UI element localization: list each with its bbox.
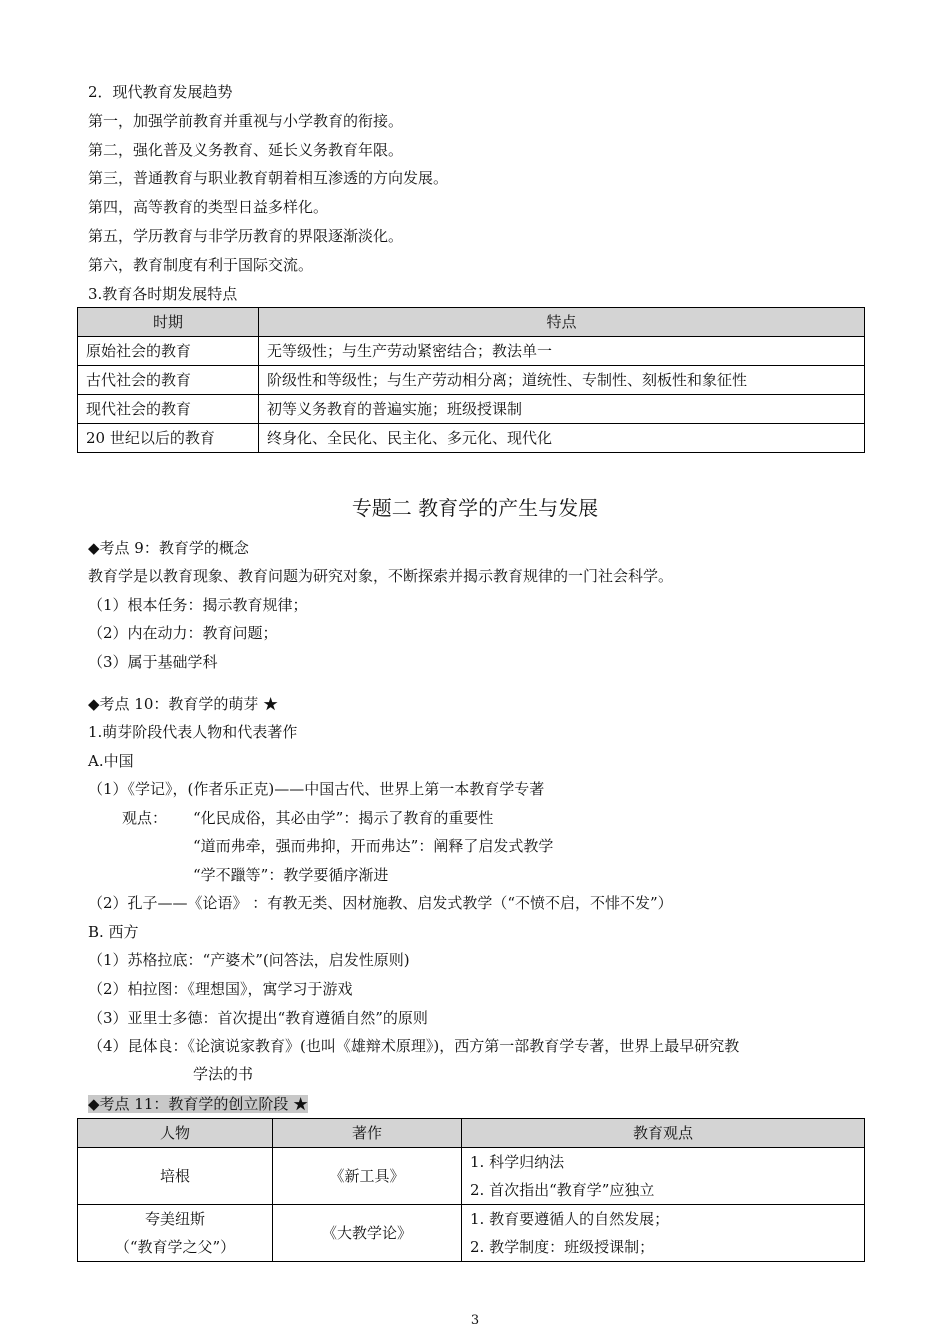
trends-heading: 2．现代教育发展趋势 xyxy=(88,83,233,101)
person-name: 夸美纽斯 xyxy=(144,1210,205,1228)
view-point: 2. 首次指出“教育学”应独立 xyxy=(470,1181,655,1199)
trend-item: 第五，学历教育与非学历教育的界限逐渐淡化。 xyxy=(88,227,404,245)
kp9-item: （1）根本任务：揭示教育规律； xyxy=(88,596,308,614)
view-point: 1. 科学归纳法 xyxy=(470,1153,565,1171)
feature-cell: 初等义务教育的普遍实施；班级授课制 xyxy=(259,395,865,424)
column-header: 教育观点 xyxy=(462,1119,865,1148)
kp10-subheading: 1.萌芽阶段代表人物和代表著作 xyxy=(88,723,298,741)
trend-item: 第四，高等教育的类型日益多样化。 xyxy=(88,198,329,216)
kp11-heading xyxy=(88,1094,308,1114)
table-header-row xyxy=(78,308,865,337)
view-point: 1. 教育要遵循人的自然发展； xyxy=(470,1210,670,1228)
kp9-definition: 教育学是以教育现象、教育问题为研究对象，不断探索并揭示教育规律的一门社会科学。 xyxy=(88,567,674,585)
table-row xyxy=(78,1205,865,1262)
west-item: （3）亚里士多德：首次提出“教育遵循自然”的原则 xyxy=(88,1009,428,1027)
kp9-heading: ◆考点 9：教育学的概念 xyxy=(88,539,249,557)
table-row xyxy=(78,337,865,366)
trend-item: 第六，教育制度有利于国际交流。 xyxy=(88,256,314,274)
period-cell: 古代社会的教育 xyxy=(78,366,259,395)
person-cell xyxy=(78,1205,273,1262)
west-item: （1）苏格拉底：“产婆术”(问答法，启发性原则) xyxy=(88,951,410,969)
table-row xyxy=(78,395,865,424)
west-item: （2）柏拉图：《理想国》，寓学习于游戏 xyxy=(88,980,353,998)
view-item: “道而弗牵，强而弗抑，开而弗达”：阐释了启发式教学 xyxy=(193,837,554,855)
kp9-item: （3）属于基础学科 xyxy=(88,653,218,671)
views-label: 观点： xyxy=(122,809,168,827)
period-cell: 现代社会的教育 xyxy=(78,395,259,424)
founding-stage-table xyxy=(77,1118,865,1262)
views-cell xyxy=(462,1148,865,1205)
west-item: （4）昆体良：《论演说家教育》(也叫《雄辩术原理》)，西方第一部教育学专著，世界上最早研究教 xyxy=(88,1037,740,1055)
feature-cell: 终身化、全民化、民主化、多元化、现代化 xyxy=(259,424,865,453)
view-item: “化民成俗，其必由学”：揭示了教育的重要性 xyxy=(193,809,494,827)
west-label: B. 西方 xyxy=(88,923,139,941)
column-header: 著作 xyxy=(273,1119,462,1148)
work-cell: 《大教学论》 xyxy=(273,1205,462,1262)
table-row xyxy=(78,1148,865,1205)
west-item-continued: 学法的书 xyxy=(193,1065,254,1083)
feature-cell: 无等级性；与生产劳动紧密结合；教法单一 xyxy=(259,337,865,366)
view-item: “学不躐等”：教学要循序渐进 xyxy=(193,866,389,884)
person-title: （“教育学之父”） xyxy=(114,1238,236,1256)
column-header: 人物 xyxy=(78,1119,273,1148)
period-cell: 20 世纪以后的教育 xyxy=(78,424,259,453)
column-header: 时期 xyxy=(78,308,259,337)
table-row xyxy=(78,366,865,395)
column-header: 特点 xyxy=(259,308,865,337)
feature-cell: 阶级性和等级性；与生产劳动相分离；道统性、专制性、刻板性和象征性 xyxy=(259,366,865,395)
person-cell: 培根 xyxy=(78,1148,273,1205)
kp11-heading-text: ◆考点 11：教育学的创立阶段 ★ xyxy=(88,1095,309,1113)
xueji-line: （1）《学记》，(作者乐正克)——中国古代、世界上第一本教育学专著 xyxy=(88,780,545,798)
kp10-heading: ◆考点 10：教育学的萌芽 ★ xyxy=(88,695,279,713)
views-cell xyxy=(462,1205,865,1262)
periods-table xyxy=(77,307,865,453)
page-number: 3 xyxy=(470,1313,480,1328)
period-cell: 原始社会的教育 xyxy=(78,337,259,366)
table-row xyxy=(78,424,865,453)
trend-item: 第三，普通教育与职业教育朝着相互渗透的方向发展。 xyxy=(88,169,449,187)
view-point: 2. 教学制度：班级授课制； xyxy=(470,1238,655,1256)
work-cell: 《新工具》 xyxy=(273,1148,462,1205)
trend-item: 第一，加强学前教育并重视与小学教育的衔接。 xyxy=(88,112,404,130)
periods-heading: 3.教育各时期发展特点 xyxy=(88,285,238,303)
table-header-row xyxy=(78,1119,865,1148)
kp9-item: （2）内在动力：教育问题； xyxy=(88,624,278,642)
confucius-line: （2）孔子——《论语》 ：有教无类、因材施教、启发式教学（“不愤不启，不悱不发”） xyxy=(88,894,673,912)
trend-item: 第二，强化普及义务教育、延长义务教育年限。 xyxy=(88,141,404,159)
section-title: 专题二 教育学的产生与发展 xyxy=(351,496,599,520)
china-label: A.中国 xyxy=(88,752,134,770)
